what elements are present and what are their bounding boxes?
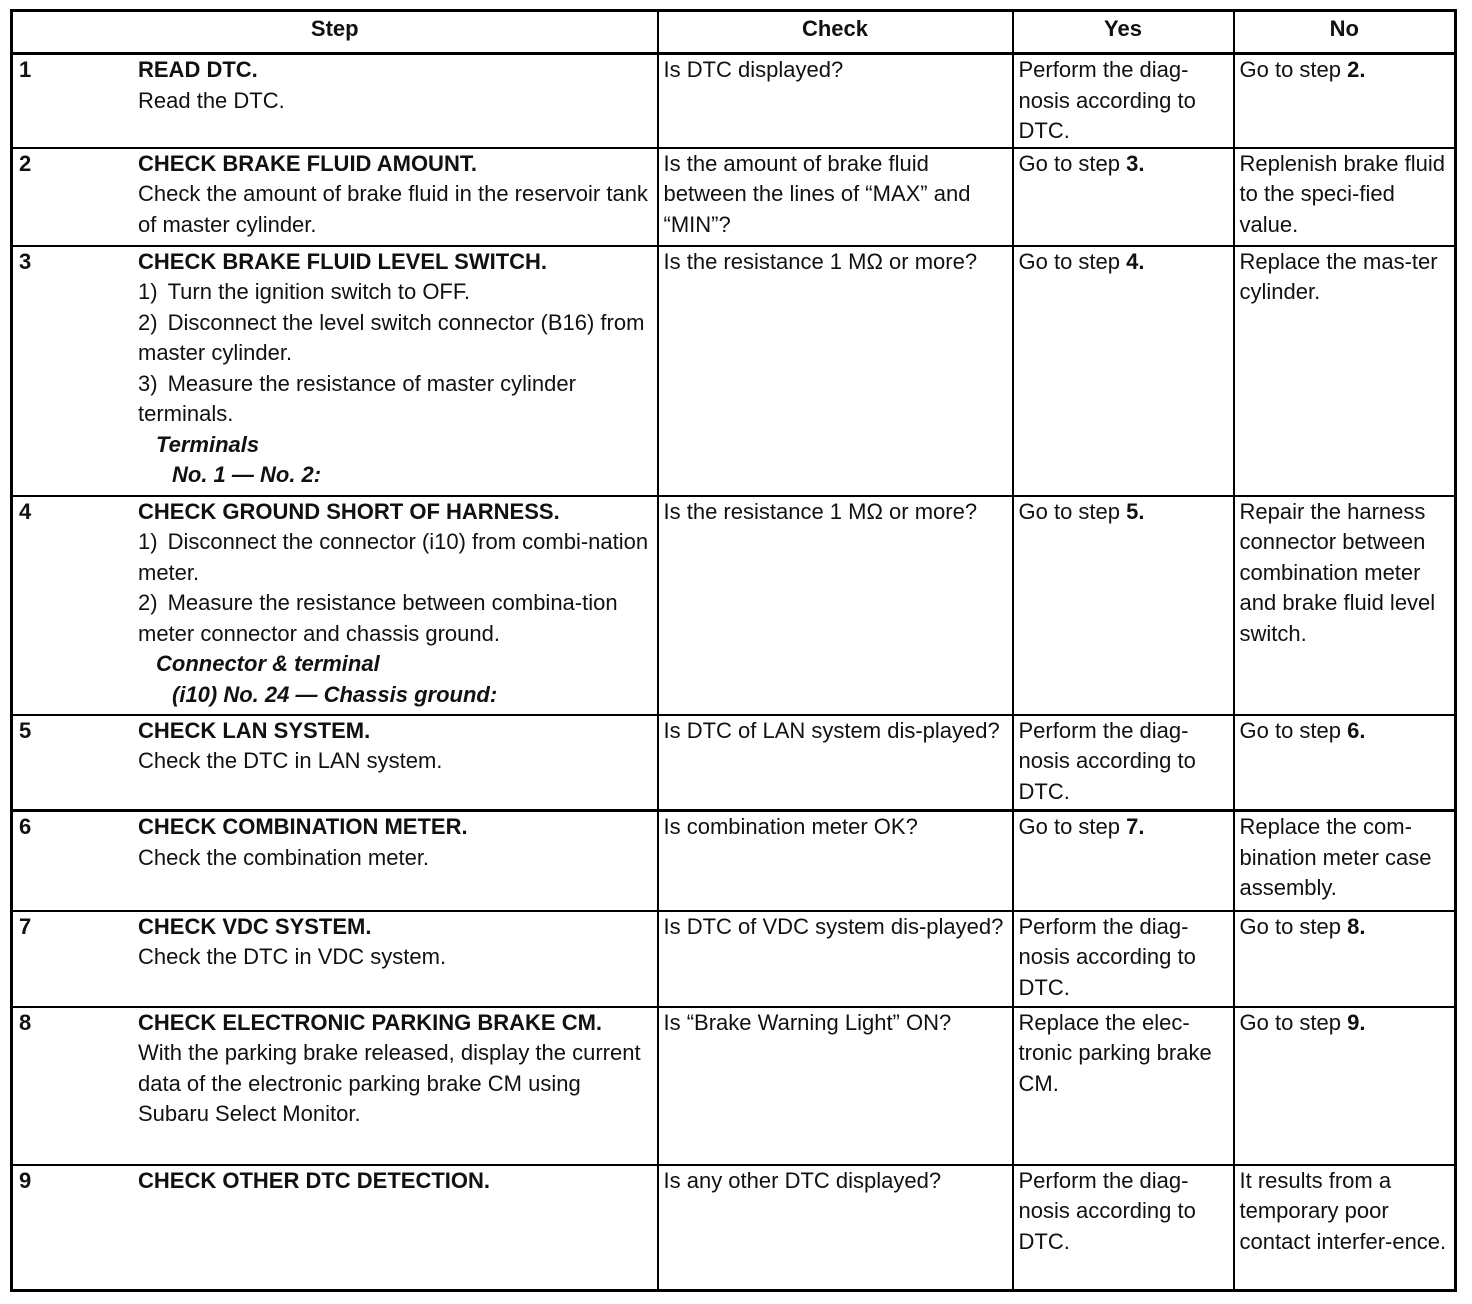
table-header-row — [12, 11, 1456, 54]
check-cell: Is any other DTC displayed? — [658, 1165, 1013, 1291]
header-no: No — [1234, 11, 1456, 54]
no-goto-text: Go to step — [1239, 1009, 1348, 1035]
spec-label: Terminals — [156, 431, 260, 457]
no-cell — [1234, 715, 1456, 811]
no-text: Repair the harness connector between combination meter and brake fluid level switch. — [1239, 498, 1436, 646]
table-row — [12, 811, 1456, 911]
step-cell — [12, 148, 658, 246]
step-body — [138, 1008, 657, 1130]
no-goto-text: Go to step — [1239, 717, 1348, 743]
table-row — [12, 1165, 1456, 1291]
diagnostic-table-container — [10, 9, 1454, 1292]
yes-cell — [1013, 715, 1234, 811]
yes-text: Replace the elec-tronic parking brake CM. — [1018, 1009, 1212, 1096]
step-body — [138, 497, 657, 711]
step-title: CHECK COMBINATION METER. — [138, 814, 468, 839]
step-title: CHECK GROUND SHORT OF HARNESS. — [138, 498, 560, 524]
table-row — [12, 911, 1456, 1007]
no-cell — [1234, 811, 1456, 911]
check-cell: Is DTC displayed? — [658, 54, 1013, 148]
step-sub-item — [138, 308, 651, 369]
step-number: 8 — [19, 1009, 32, 1035]
sub-item-number: 3) — [138, 370, 158, 396]
sub-item-text: Turn the ignition switch to OFF. — [167, 279, 470, 304]
no-cell — [1234, 54, 1456, 148]
step-instruction: Read the DTC. — [138, 87, 285, 113]
check-cell: Is DTC of VDC system dis-played? — [658, 911, 1013, 1007]
step-number: 3 — [19, 248, 32, 274]
check-cell: Is combination meter OK? — [658, 811, 1013, 911]
step-cell — [12, 1165, 658, 1291]
check-cell: Is the resistance 1 MΩ or more? — [658, 496, 1013, 715]
sub-item-number: 2) — [138, 309, 158, 335]
table-row — [12, 496, 1456, 715]
step-instruction: Check the DTC in VDC system. — [138, 944, 447, 969]
no-step-reference: 2. — [1347, 57, 1366, 82]
step-title: READ DTC. — [138, 57, 258, 82]
step-title: CHECK BRAKE FLUID AMOUNT. — [138, 150, 477, 176]
sub-item-text: Measure the resistance between combina-tion meter connector and chassis ground. — [138, 590, 618, 646]
header-step: Step — [12, 11, 658, 54]
check-cell: Is “Brake Warning Light” ON? — [658, 1007, 1013, 1165]
yes-text: Perform the diag-nosis according to DTC. — [1018, 717, 1196, 804]
no-cell — [1234, 1165, 1456, 1291]
yes-goto-text: Go to step — [1018, 498, 1127, 524]
step-body — [138, 1166, 657, 1197]
step-title: CHECK BRAKE FLUID LEVEL SWITCH. — [138, 248, 548, 274]
sub-item-text: Disconnect the level switch connector (B16) from master cylinder. — [138, 309, 645, 365]
header-check: Check — [658, 11, 1013, 54]
yes-cell — [1013, 54, 1234, 148]
step-number: 1 — [19, 57, 32, 82]
step-cell — [12, 496, 658, 715]
table-row — [12, 246, 1456, 496]
check-cell: Is DTC of LAN system dis-played? — [658, 715, 1013, 811]
diagnostic-table — [10, 9, 1457, 1292]
no-step-reference: 8. — [1347, 913, 1366, 939]
sub-item-number: 1) — [138, 529, 158, 554]
table-row — [12, 1007, 1456, 1165]
no-text: It results from a temporary poor contact interfer-ence. — [1239, 1167, 1447, 1254]
yes-step-reference: 5. — [1126, 498, 1145, 524]
yes-text: Perform the diag-nosis according to DTC. — [1018, 913, 1196, 1000]
no-cell — [1234, 496, 1456, 715]
step-body — [138, 55, 657, 116]
step-instruction: With the parking brake released, display the current data of the electronic parking brake CM using Subaru Select Monitor. — [138, 1040, 641, 1126]
header-yes: Yes — [1013, 11, 1234, 54]
no-goto-text: Go to step — [1239, 57, 1348, 82]
step-number: 2 — [19, 150, 32, 176]
spec-value: (i10) No. 24 — Chassis ground: — [172, 681, 498, 707]
step-number: 6 — [19, 814, 32, 839]
no-cell — [1234, 148, 1456, 246]
no-step-reference: 9. — [1347, 1009, 1366, 1035]
yes-cell — [1013, 148, 1234, 246]
no-goto-text: Go to step — [1239, 913, 1348, 939]
step-number: 4 — [19, 498, 32, 524]
step-instruction: Check the combination meter. — [138, 844, 430, 870]
step-cell — [12, 911, 658, 1007]
step-number: 5 — [19, 717, 32, 743]
step-body — [138, 247, 657, 491]
step-cell — [12, 246, 658, 496]
sub-item-number: 2) — [138, 590, 158, 615]
no-cell — [1234, 246, 1456, 496]
sub-item-number: 1) — [138, 279, 158, 304]
spec-label: Connector & terminal — [156, 651, 380, 676]
table-row — [12, 715, 1456, 811]
step-instruction: Check the amount of brake fluid in the reservoir tank of master cylinder. — [138, 181, 648, 237]
step-number: 9 — [19, 1167, 32, 1193]
yes-goto-text: Go to step — [1018, 814, 1127, 839]
no-text: Replenish brake fluid to the speci-fied value. — [1239, 150, 1445, 237]
step-title: CHECK VDC SYSTEM. — [138, 913, 372, 939]
step-cell — [12, 811, 658, 911]
spec-value: No. 1 — No. 2: — [172, 462, 322, 487]
step-instruction: Check the DTC in LAN system. — [138, 748, 443, 773]
table-body — [12, 54, 1456, 1291]
check-cell: Is the resistance 1 MΩ or more? — [658, 246, 1013, 496]
no-cell — [1234, 1007, 1456, 1165]
step-sub-item — [138, 588, 651, 649]
yes-cell — [1013, 911, 1234, 1007]
no-cell — [1234, 911, 1456, 1007]
step-cell — [12, 1007, 658, 1165]
yes-cell — [1013, 246, 1234, 496]
table-row — [12, 148, 1456, 246]
step-body — [138, 812, 657, 873]
step-number: 7 — [19, 913, 32, 939]
step-title: CHECK LAN SYSTEM. — [138, 717, 371, 743]
yes-cell — [1013, 811, 1234, 911]
step-cell — [12, 54, 658, 148]
table-row — [12, 54, 1456, 148]
sub-item-text: Disconnect the connector (i10) from combi-nation meter. — [138, 529, 649, 585]
yes-goto-text: Go to step — [1018, 150, 1127, 176]
yes-text: Perform the diag-nosis according to DTC. — [1018, 1167, 1196, 1254]
yes-step-reference: 4. — [1126, 248, 1145, 274]
yes-cell — [1013, 1007, 1234, 1165]
yes-step-reference: 7. — [1126, 814, 1145, 839]
yes-goto-text: Go to step — [1018, 248, 1127, 274]
no-text: Replace the mas-ter cylinder. — [1239, 248, 1438, 304]
yes-cell — [1013, 1165, 1234, 1291]
yes-text: Perform the diag-nosis according to DTC. — [1018, 57, 1196, 143]
sub-item-text: Measure the resistance of master cylinder terminals. — [138, 370, 576, 426]
step-sub-item — [138, 277, 651, 308]
step-title: CHECK OTHER DTC DETECTION. — [138, 1167, 490, 1193]
no-step-reference: 6. — [1347, 717, 1366, 743]
yes-step-reference: 3. — [1126, 150, 1145, 176]
step-cell — [12, 715, 658, 811]
step-title: CHECK ELECTRONIC PARKING BRAKE CM. — [138, 1009, 603, 1035]
check-cell: Is the amount of brake fluid between the lines of “MAX” and “MIN”? — [658, 148, 1013, 246]
yes-cell — [1013, 496, 1234, 715]
step-body — [138, 716, 657, 777]
step-body — [138, 149, 657, 241]
step-body — [138, 912, 657, 973]
step-sub-item — [138, 527, 651, 588]
no-text: Replace the com-bination meter case assembly. — [1239, 814, 1432, 900]
step-sub-item — [138, 369, 651, 430]
